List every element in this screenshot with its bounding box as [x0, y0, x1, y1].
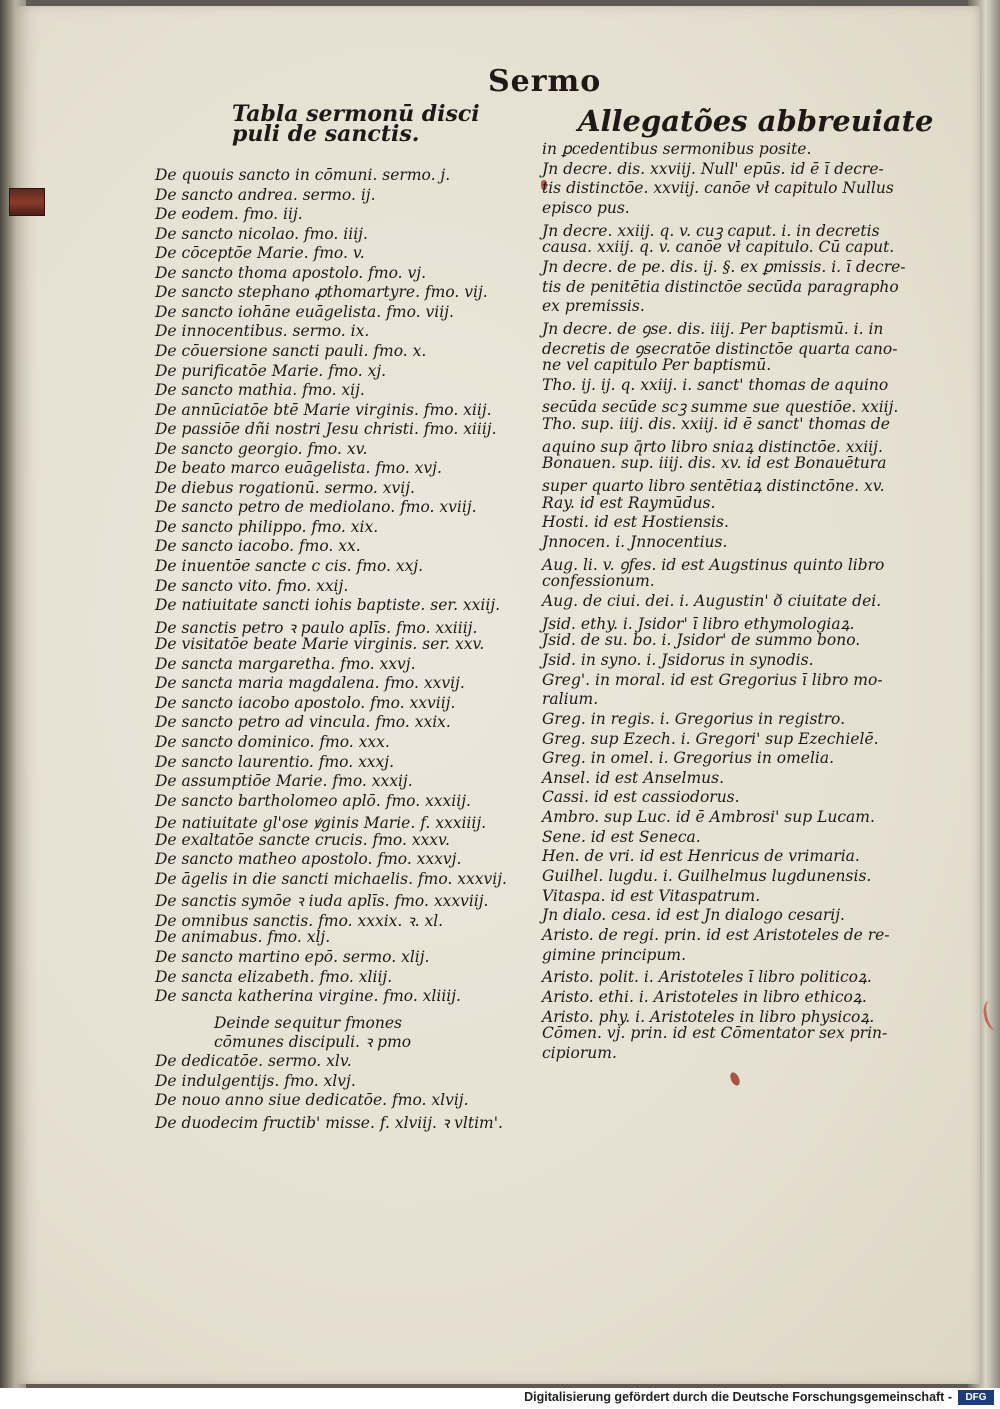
table-entry: De visitatōe beate Marie virginis. ser. xxv. — [155, 635, 485, 654]
allegation-line: decretis de ꝯsecratōe distinctōe quarta cano- — [542, 339, 898, 358]
table-entry: De natiuitate sancti iohis baptiste. ser. xxiij. — [155, 596, 501, 615]
table-entry: De āgelis in die sancti michaelis. fmo. xxxvij. — [155, 869, 507, 888]
allegation-line: ex premissis. — [542, 297, 645, 316]
allegation-line: Jsid. ethy. i. Jsidor' ī libro ethymologiaꝝ. — [542, 614, 855, 633]
table-entry: De inuentōe sancte c cis. fmo. xxj. — [155, 557, 424, 575]
table-entry: De dedicatōe. sermo. xlv. — [155, 1052, 352, 1070]
allegation-line: Guilhel. lugdu. i. Guilhelmus lugdunensis. — [542, 867, 872, 886]
table-entry: De annūciatōe btē Marie virginis. fmo. xiij. — [155, 400, 492, 419]
table-entry: De sancto iohāne euāgelista. fmo. viij. — [155, 302, 454, 321]
table-entry: De innocentibus. sermo. ix. — [155, 322, 370, 341]
table-entry: De sancto nicolao. fmo. iiij. — [155, 224, 368, 243]
table-entry: De sancta margaretha. fmo. xxvj. — [155, 654, 416, 673]
allegation-line: Jn decre. xxiij. q. v. cuꝫ caput. i. in decretis — [542, 221, 880, 240]
table-entry: De sancto andrea. sermo. ij. — [155, 185, 376, 204]
allegation-line: tis de penitētia distinctōe secūda paragrapho — [542, 277, 899, 296]
allegation-line: cipiorum. — [542, 1043, 617, 1062]
table-entry: De sancto martino epō. sermo. xlij. — [155, 948, 430, 966]
allegation-line: in ꝑcedentibus sermonibus posite. — [542, 140, 812, 158]
table-entry: De duodecim fructib' misse. f. xlviij. ꝛ vltim'. — [155, 1113, 503, 1132]
table-entry: De nouo anno siue dedicatōe. fmo. xlvij. — [155, 1091, 469, 1109]
allegation-line: Jn decre. dis. xxviij. Null' epūs. id ē ī decre- — [542, 159, 884, 178]
allegation-line: gimine principum. — [542, 945, 687, 964]
section-intro-line-1: Deinde sequitur fmones — [214, 1014, 402, 1032]
table-entry: De sancto thoma apostolo. fmo. vj. — [155, 263, 427, 282]
allegation-line: Tho. sup. iiij. dis. xxiij. id ē sanct' thomas de — [542, 415, 890, 434]
table-entry: De sancto georgio. fmo. xv. — [155, 439, 368, 458]
table-entry: De sancta katherina virgine. fmo. xliiij. — [155, 987, 461, 1006]
allegation-line: Tho. ij. ij. q. xxiij. i. sanct' thomas de aquino — [542, 375, 889, 394]
left-column-heading — [232, 101, 480, 147]
allegation-line: causa. xxiij. q. v. canōe vł capitulo. Cū caput. — [542, 238, 895, 257]
section-intro — [214, 1014, 411, 1052]
allegation-line: Hen. de vri. id est Henricus de vrimaria. — [542, 847, 860, 866]
allegation-line: Jnnocen. i. Jnnocentius. — [542, 533, 728, 551]
table-entry: De sancto stephano ꝓthomartyre. fmo. vij. — [155, 283, 488, 302]
dfg-logo: DFG — [958, 1390, 994, 1405]
allegation-line: Ansel. id est Anselmus. — [542, 768, 725, 787]
allegation-line: Sene. id est Seneca. — [542, 827, 701, 846]
allegation-line: Cōmen. vj. prin. id est Cōmentator sex prin- — [542, 1024, 888, 1043]
table-entry: De beato marco euāgelista. fmo. xvj. — [155, 459, 442, 478]
right-column-heading: Allegatões abbreuiate — [578, 104, 934, 138]
table-entry: De sancto petro ad vincula. fmo. xxix. — [155, 713, 451, 732]
table-entry: De sancto matheo apostolo. fmo. xxxvj. — [155, 850, 462, 869]
allegation-line: Jn dialo. cesa. id est Jn dialogo cesarij. — [542, 906, 845, 925]
table-entry: De exaltatōe sancte crucis. fmo. xxxv. — [155, 830, 450, 849]
table-entry: De quouis sancto in cōmuni. sermo. j. — [155, 166, 451, 184]
allegation-line: Greg. in omel. i. Gregorius in omelia. — [542, 749, 835, 768]
allegation-line: super quarto libro sentētiaꝝ distinctōne. xv. — [542, 477, 885, 496]
allegation-line: ralium. — [542, 690, 599, 709]
funding-notice: Digitalisierung gefördert durch die Deutsche Forschungsgemeinschaft - — [524, 1390, 952, 1404]
table-entry: De omnibus sanctis. fmo. xxxix. ꝛ. xl. — [155, 911, 444, 930]
table-entry: De cōuersione sancti pauli. fmo. x. — [155, 341, 427, 360]
bookmark-ribbon — [9, 188, 45, 216]
allegation-line: Ambro. sup Luc. id ē Ambrosi' sup Lucam. — [542, 808, 875, 827]
table-entry: De sancto iacobo. fmo. xx. — [155, 537, 361, 556]
allegation-line: Aug. de ciui. dei. i. Augustin' ð ciuitate dei. — [542, 591, 882, 610]
table-entry: De indulgentijs. fmo. xlvj. — [155, 1071, 356, 1090]
table-entry: De diebus rogationū. sermo. xvij. — [155, 478, 415, 497]
allegation-line: Aug. li. v. ꝯfes. id est Augstinus quinto libro — [542, 555, 885, 574]
table-entry: De assumptiōe Marie. fmo. xxxij. — [155, 772, 413, 791]
allegation-line: Bonauen. sup. iiij. dis. xv. id est Bonauētura — [542, 454, 887, 473]
table-entry: De natiuitate gl'ose ꝟginis Marie. f. xxxiiij. — [155, 814, 487, 833]
table-entry: De animabus. fmo. xlj. — [155, 928, 331, 947]
allegation-line: Aristo. ethi. i. Aristoteles in libro ethicoꝝ. — [542, 987, 867, 1006]
allegation-line: Aristo. phy. i. Aristoteles in libro physicoꝝ. — [542, 1007, 875, 1026]
allegation-line: Hosti. id est Hostiensis. — [542, 513, 729, 532]
table-entry: De sancto iacobo apostolo. fmo. xxviij. — [155, 693, 456, 712]
allegation-line: Jsid. de su. bo. i. Jsidor' de summo bono. — [542, 631, 861, 650]
table-entry: De cōceptōe Marie. fmo. v. — [155, 244, 365, 263]
allegation-line: episco pus. — [542, 198, 630, 217]
allegation-line: confessionum. — [542, 572, 655, 591]
allegation-line: Greg. in regis. i. Gregorius in registro. — [542, 709, 846, 728]
allegation-line: aquino sup q̄rto libro sniaꝝ distinctōe. xxiij. — [542, 437, 883, 456]
allegation-line: Aristo. polit. i. Aristoteles ī libro politicoꝝ. — [542, 968, 872, 987]
running-head: Sermo — [488, 64, 602, 99]
allegation-line: ne vel capitulo Per baptismū. — [542, 356, 772, 375]
table-entry: De sancto dominico. fmo. xxx. — [155, 732, 390, 751]
table-entry: De sancto mathia. fmo. xij. — [155, 381, 365, 400]
allegation-line: secūda secūde scꝫ summe sue questiōe. xxiij. — [542, 398, 899, 417]
allegation-line: Vitaspa. id est Vitaspatrum. — [542, 886, 761, 905]
table-entry: De purificatōe Marie. fmo. xj. — [155, 361, 387, 380]
table-entry: De sancta maria magdalena. fmo. xxvij. — [155, 674, 465, 693]
table-entry: De sancto bartholomeo aplō. fmo. xxxiij. — [155, 791, 471, 810]
table-entry: De passiōe dñi nostri Jesu christi. fmo. xiiij. — [155, 420, 497, 439]
left-heading-line-1: Tabla sermonū disci — [232, 101, 480, 127]
allegation-line: Jsid. in syno. i. Jsidorus in synodis. — [542, 650, 814, 669]
table-entry: De sancto philippo. fmo. xix. — [155, 517, 379, 536]
table-entry: De eodem. fmo. iij. — [155, 205, 303, 224]
table-entry: De sancto laurentio. fmo. xxxj. — [155, 752, 395, 771]
allegation-line: Ray. id est Raymūdus. — [542, 493, 716, 512]
section-intro-line-2: cōmunes discipuli. ꝛ pmo — [214, 1033, 412, 1051]
table-entry: De sancto vito. fmo. xxij. — [155, 576, 349, 595]
allegation-line: Jn decre. de pe. dis. ij. §. ex ꝑmissis. i. ī decre- — [542, 257, 906, 276]
allegation-line: Greg. sup Ezech. i. Gregori' sup Ezechielē. — [542, 729, 879, 748]
left-heading-line-2: puli de sanctis. — [232, 121, 420, 147]
allegation-line: tis distinctōe. xxviij. canōe vł capitulo Nullus — [542, 179, 894, 198]
table-entry: De sanctis petro ꝛ paulo aplīs. fmo. xxiiij. — [155, 618, 478, 637]
allegation-line: Greg'. in moral. id est Gregorius ī libro mo- — [542, 670, 883, 689]
allegation-line: Cassi. id est cassiodorus. — [542, 788, 740, 807]
table-entry: De sanctis symōe ꝛ iuda aplīs. fmo. xxxviij. — [155, 892, 489, 911]
allegation-line: Jn decre. de ꝯse. dis. iiij. Per baptismū. i. in — [542, 319, 884, 338]
table-entry: De sancta elizabeth. fmo. xliij. — [155, 967, 393, 986]
digitization-footer — [0, 1388, 1000, 1409]
table-entry: De sancto petro de mediolano. fmo. xviij. — [155, 498, 477, 517]
allegation-line: Aristo. de regi. prin. id est Aristoteles de re- — [542, 926, 890, 944]
